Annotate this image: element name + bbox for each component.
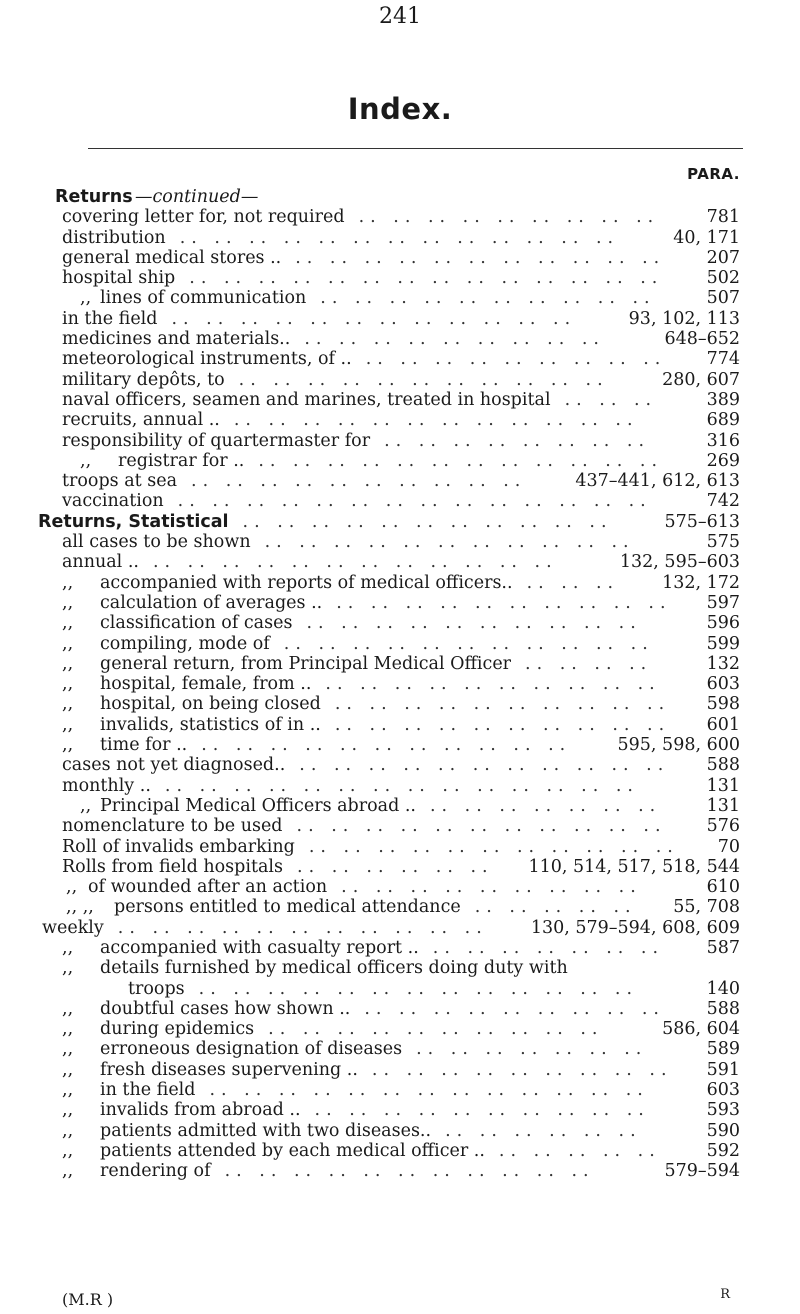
index-entry: [0, 552, 800, 572]
ditto-mark: ,,: [62, 1039, 74, 1060]
leader-dots: .. .. .. .. .. .. .. ..: [384, 430, 651, 451]
index-entry: [0, 1161, 800, 1181]
index-entry: [0, 512, 800, 532]
entry-reference: 587: [706, 937, 740, 958]
leader-dots: .. .. .. .. .. .. .. .. .. .. ..: [238, 369, 609, 390]
ditto-mark: ,,: [62, 735, 74, 756]
entry-text: registrar for ..: [118, 450, 245, 471]
entry-text: details furnished by medical officers doing duty with: [100, 958, 568, 979]
leader-dots: .. .. .. .. .. .. .. .. .. .. ..: [201, 735, 572, 756]
index-entry: [0, 674, 800, 694]
leader-dots: .. .. .. .. .. .. .. .. .. ..: [306, 613, 642, 634]
leader-dots: .. .. .. .. .. .. .. .. .. .. .. ..: [171, 308, 577, 329]
entry-text: patients admitted with two diseases..: [100, 1120, 432, 1141]
ditto-mark: ,,: [62, 1080, 74, 1101]
entry-text: accompanied with casualty report ..: [100, 937, 419, 958]
entry-text: hospital, female, from ..: [100, 674, 312, 695]
leader-dots: .. .. .. .. .. .. .. .. ..: [358, 207, 660, 228]
entry-text: in the field: [62, 308, 158, 329]
entry-text: in the field: [100, 1080, 196, 1101]
index-entry: [0, 491, 800, 511]
footer-signature-letter: R: [720, 1287, 730, 1302]
entry-text: responsibility of quartermaster for: [62, 430, 371, 451]
ditto-mark: ,,: [62, 633, 74, 654]
index-entry: [0, 857, 800, 877]
entry-text: Principal Medical Officers abroad ..: [100, 795, 416, 816]
ditto-mark: ,,: [62, 572, 74, 593]
index-entry: [0, 309, 800, 329]
ditto-mark: ,,: [62, 1140, 74, 1161]
entry-reference: 774: [706, 349, 740, 370]
leader-dots: .. .. .. .. .. .. .. .. .. .. ..: [117, 917, 488, 938]
index-entry: [0, 918, 800, 938]
index-entry: [0, 654, 800, 674]
entry-text: meteorological instruments, of ..: [62, 349, 352, 370]
entry-reference: 597: [706, 592, 740, 613]
leader-dots: .. .. .. .. .. .. ..: [432, 937, 665, 958]
entry-text: Returns: [55, 187, 133, 207]
index-entry: [0, 613, 800, 633]
ditto-mark: ,,: [80, 288, 92, 309]
index-entry: [0, 390, 800, 410]
index-entry: [0, 573, 800, 593]
entry-text: nomenclature to be used: [62, 816, 283, 837]
leader-dots: .. .. .. .. ..: [498, 1140, 661, 1161]
leader-dots: .. .. .. .. .. .. .. .. .. ..: [191, 471, 527, 492]
index-entry: [0, 897, 800, 917]
ditto-mark: ,,: [62, 1019, 74, 1040]
entry-text: weekly: [42, 917, 104, 938]
index-entry: [0, 1080, 800, 1100]
entry-text: persons entitled to medical attendance: [114, 897, 461, 918]
entry-reference: 40, 171: [673, 227, 740, 248]
leader-dots: .. .. .. .. .. .. .. .. ..: [364, 998, 665, 1019]
index-entry: [0, 288, 800, 308]
entry-text: of wounded after an action: [88, 877, 328, 898]
leader-dots: .. .. .. .. .. .. .. .. .. .. .. ..: [233, 410, 639, 431]
entry-text: time for ..: [100, 735, 188, 756]
leader-dots: .. .. .. .. .. .. .. .. .. ..: [320, 288, 656, 309]
leader-dots: .. .. .. .. .. .. .. .. .. .. ..: [264, 532, 635, 553]
leader-dots: .. .. .. .. .. .. .. .. .. .. .. ..: [152, 552, 558, 573]
index-entry: [0, 816, 800, 836]
index-entry: [0, 634, 800, 654]
index-entry: [0, 349, 800, 369]
entry-text: Returns, Statistical: [38, 511, 229, 532]
entry-reference: 599: [706, 633, 740, 654]
ditto-mark: ,,: [62, 613, 74, 634]
entry-reference: 588: [706, 755, 740, 776]
index-entry: [0, 776, 800, 796]
ditto-mark: ,,: [62, 998, 74, 1019]
ditto-mark: ,,: [66, 877, 78, 898]
index-entry: [0, 268, 800, 288]
leader-dots: .. .. .. .. .. .. .. .. .. ..: [268, 1019, 604, 1040]
entry-text: classification of cases: [100, 613, 293, 634]
entry-text: vaccination: [62, 491, 164, 512]
entry-text: patients attended by each medical officer ..: [100, 1140, 485, 1161]
entry-reference: 280, 607: [662, 369, 740, 390]
entry-reference: 579–594: [664, 1161, 740, 1182]
entry-reference: 689: [706, 410, 740, 431]
entry-text: troops at sea: [62, 471, 178, 492]
leader-dots: .. .. .. .. .. .. .. .. .. ..: [314, 1100, 650, 1121]
entry-text: erroneous designation of diseases: [100, 1039, 403, 1060]
leader-dots: .. .. .. .. .. .. .. .. .. ..: [325, 674, 661, 695]
entry-reference: 648–652: [664, 329, 740, 350]
index-entry: [0, 451, 800, 471]
entry-text: compiling, mode of: [100, 633, 270, 654]
index-entry: [0, 370, 800, 390]
index-entry: [0, 979, 800, 999]
leader-dots: .. .. .. .. .. .. .. .. ..: [371, 1059, 673, 1080]
page-title: Index.: [347, 92, 453, 126]
entry-reference: 55, 708: [673, 897, 740, 918]
entry-reference: 592: [706, 1140, 740, 1161]
index-entry: [0, 999, 800, 1019]
entry-text: fresh diseases supervening ..: [100, 1059, 358, 1080]
entry-text: general medical stores ..: [62, 247, 282, 268]
page-number: 241: [379, 4, 421, 29]
entry-reference: 131: [706, 775, 740, 796]
entry-text: distribution: [62, 227, 166, 248]
index-entry: [0, 329, 800, 349]
index-entry: [0, 715, 800, 735]
leader-dots: .. .. .. .. .. .. .. .. .. .. .. ..: [258, 450, 664, 471]
index-entries: [0, 187, 800, 1182]
index-entry: [0, 593, 800, 613]
leader-dots: .. .. .. .. .. .. .. .. .. .. ..: [283, 633, 654, 654]
entry-text: medicines and materials..: [62, 329, 291, 350]
index-entry: [0, 410, 800, 430]
leader-dots: .. .. .. .. .. .. .. .. .. .. ..: [308, 836, 679, 857]
column-header-para: PARA.: [687, 165, 740, 183]
leader-dots: .. .. .. .. .. .. .. .. .. .. ..: [299, 755, 670, 776]
entry-reference: 389: [706, 389, 740, 410]
entry-text: cases not yet diagnosed..: [62, 755, 286, 776]
entry-reference: 588: [706, 998, 740, 1019]
footer-signature: (M.R ): [62, 1290, 114, 1309]
entry-text: covering letter for, not required: [62, 207, 345, 228]
index-entry: [0, 248, 800, 268]
entry-text: doubtful cases how shown ..: [100, 998, 351, 1019]
index-entry: [0, 796, 800, 816]
index-entry: [0, 735, 800, 755]
entry-text: calculation of averages ..: [100, 592, 323, 613]
entry-reference: 437–441, 612, 613: [575, 471, 740, 492]
leader-dots: .. .. .. .. .. .. .. .. ..: [304, 329, 605, 350]
entry-reference: 575–613: [664, 511, 740, 532]
entry-reference: 140: [706, 978, 740, 999]
index-entry: [0, 938, 800, 958]
entry-reference: 507: [706, 288, 740, 309]
index-entry: [0, 694, 800, 714]
index-entry: [0, 1121, 800, 1141]
ditto-mark: ,,: [62, 592, 74, 613]
entry-reference: 590: [706, 1120, 740, 1141]
index-entry: [0, 1141, 800, 1161]
leader-dots: .. .. .. .. .. .. .. .. .. .. ..: [242, 511, 613, 532]
leader-dots: .. .. .. .. .. .. .. .. .. .. .. .. .. ..: [189, 268, 664, 289]
entry-reference: 601: [706, 714, 740, 735]
entry-reference: 742: [706, 491, 740, 512]
entry-reference: 316: [706, 430, 740, 451]
index-entry: [0, 532, 800, 552]
entry-text: lines of communication: [100, 288, 307, 309]
index-entry: [0, 877, 800, 897]
entry-reference: 131: [706, 795, 740, 816]
ditto-mark: ,,: [62, 958, 74, 979]
ditto-mark: ,,: [62, 674, 74, 695]
index-entry: [0, 228, 800, 248]
entry-reference: 610: [706, 877, 740, 898]
leader-dots: .. .. .. .. .. ..: [297, 856, 494, 877]
ditto-mark: ,,: [62, 1120, 74, 1141]
ditto-mark: ,,: [62, 1059, 74, 1080]
leader-dots: .. .. .. .. ..: [474, 897, 637, 918]
leader-dots: .. .. .. .. .. .. .. .. .. ..: [334, 694, 671, 715]
entry-text: accompanied with reports of medical officers..: [100, 572, 513, 593]
entry-reference: 130, 579–594, 608, 609: [530, 917, 740, 938]
index-entry: [0, 187, 800, 207]
index-entry: [0, 1060, 800, 1080]
leader-dots: .. .. .. .. .. .. .. .. .. .. .. .. .. ..: [164, 775, 639, 796]
ditto-mark: ,,: [62, 1100, 74, 1121]
entry-reference: 269: [706, 450, 740, 471]
ditto-mark: ,,: [62, 653, 74, 674]
leader-dots: .. .. .. .. .. .. .. .. .. .. ..: [224, 1161, 595, 1182]
entry-text: hospital ship: [62, 268, 176, 289]
leader-dots: .. .. .. .. .. .. ..: [429, 795, 662, 816]
entry-text: military depôts, to: [62, 369, 225, 390]
entry-text: hospital, on being closed: [100, 694, 321, 715]
entry-text: troops: [128, 978, 185, 999]
header-rule: [88, 148, 743, 149]
entry-text: monthly ..: [62, 775, 151, 796]
index-entry: [0, 471, 800, 491]
ditto-mark: ,,: [62, 694, 74, 715]
index-entry: [0, 958, 800, 978]
ditto-mark: ,,: [80, 795, 92, 816]
ditto-mark: ,,: [62, 1161, 74, 1182]
leader-dots: .. .. .. .. .. .. .. .. .. .. .. .. ..: [179, 227, 620, 248]
entry-reference: 603: [706, 1080, 740, 1101]
entry-reference: 586, 604: [662, 1019, 740, 1040]
entry-text: invalids, statistics of in ..: [100, 714, 321, 735]
ditto-mark: ,,: [62, 714, 74, 735]
leader-dots: .. .. .. .. .. .. .. .. .. .. ..: [295, 247, 666, 268]
entry-reference: 132: [706, 653, 740, 674]
index-entry: [0, 1100, 800, 1120]
leader-dots: .. .. .. .. .. .. .. .. ..: [341, 877, 642, 898]
leader-dots: .. .. .. .. .. .. .. .. .. ..: [334, 714, 671, 735]
entry-reference: 781: [706, 207, 740, 228]
entry-reference: 93, 102, 113: [628, 308, 740, 329]
index-entry: [0, 1039, 800, 1059]
ditto-mark: ,, ,,: [66, 897, 94, 918]
entry-text: during epidemics: [100, 1019, 255, 1040]
leader-dots: .. .. .. .. .. .. .. .. .. .. .. .. ..: [198, 978, 639, 999]
index-entry: [0, 755, 800, 775]
leader-dots: .. .. ..: [564, 389, 658, 410]
leader-dots: .. .. .. .. .. .. ..: [416, 1039, 648, 1060]
entry-text: general return, from Principal Medical Officer: [100, 653, 512, 674]
entry-reference: 589: [706, 1039, 740, 1060]
entry-reference: 132, 172: [662, 572, 740, 593]
entry-reference: 595, 598, 600: [617, 735, 740, 756]
entry-text: invalids from abroad ..: [100, 1100, 301, 1121]
leader-dots: .. .. .. ..: [525, 653, 653, 674]
entry-reference: 591: [706, 1059, 740, 1080]
entry-text: Rolls from field hospitals: [62, 856, 284, 877]
leader-dots: .. .. .. .. .. .. .. .. .. .. ..: [296, 816, 667, 837]
entry-suffix: —continued—: [135, 187, 259, 207]
entry-reference: 596: [706, 613, 740, 634]
leader-dots: .. .. .. .. .. .. .. .. .. ..: [336, 592, 672, 613]
entry-reference: 110, 514, 517, 518, 544: [528, 856, 740, 877]
leader-dots: .. .. .. .. .. .. .. .. ..: [365, 349, 667, 370]
index-entry: [0, 837, 800, 857]
ditto-mark: ,,: [62, 937, 74, 958]
index-entry: [0, 431, 800, 451]
entry-reference: 575: [706, 532, 740, 553]
entry-text: rendering of: [100, 1161, 211, 1182]
entry-text: Roll of invalids embarking: [62, 836, 295, 857]
entry-reference: 576: [706, 816, 740, 837]
entry-reference: 502: [706, 268, 740, 289]
entry-text: all cases to be shown: [62, 532, 251, 553]
entry-text: annual ..: [62, 552, 139, 573]
entry-reference: 70: [717, 836, 740, 857]
leader-dots: .. .. .. .. .. .. .. .. .. .. .. .. ..: [209, 1080, 649, 1101]
entry-reference: 593: [706, 1100, 740, 1121]
entry-text: recruits, annual ..: [62, 410, 220, 431]
leader-dots: .. .. ..: [526, 572, 620, 593]
ditto-mark: ,,: [80, 450, 92, 471]
leader-dots: .. .. .. .. .. .. .. .. .. .. .. .. .. ..: [177, 491, 652, 512]
index-entry: [0, 207, 800, 227]
leader-dots: .. .. .. .. .. ..: [445, 1120, 642, 1141]
entry-reference: 132, 595–603: [619, 552, 740, 573]
index-entry: [0, 1019, 800, 1039]
entry-reference: 207: [706, 247, 740, 268]
entry-reference: 598: [706, 694, 740, 715]
entry-reference: 603: [706, 674, 740, 695]
entry-text: naval officers, seamen and marines, treated in hospital: [62, 389, 551, 410]
